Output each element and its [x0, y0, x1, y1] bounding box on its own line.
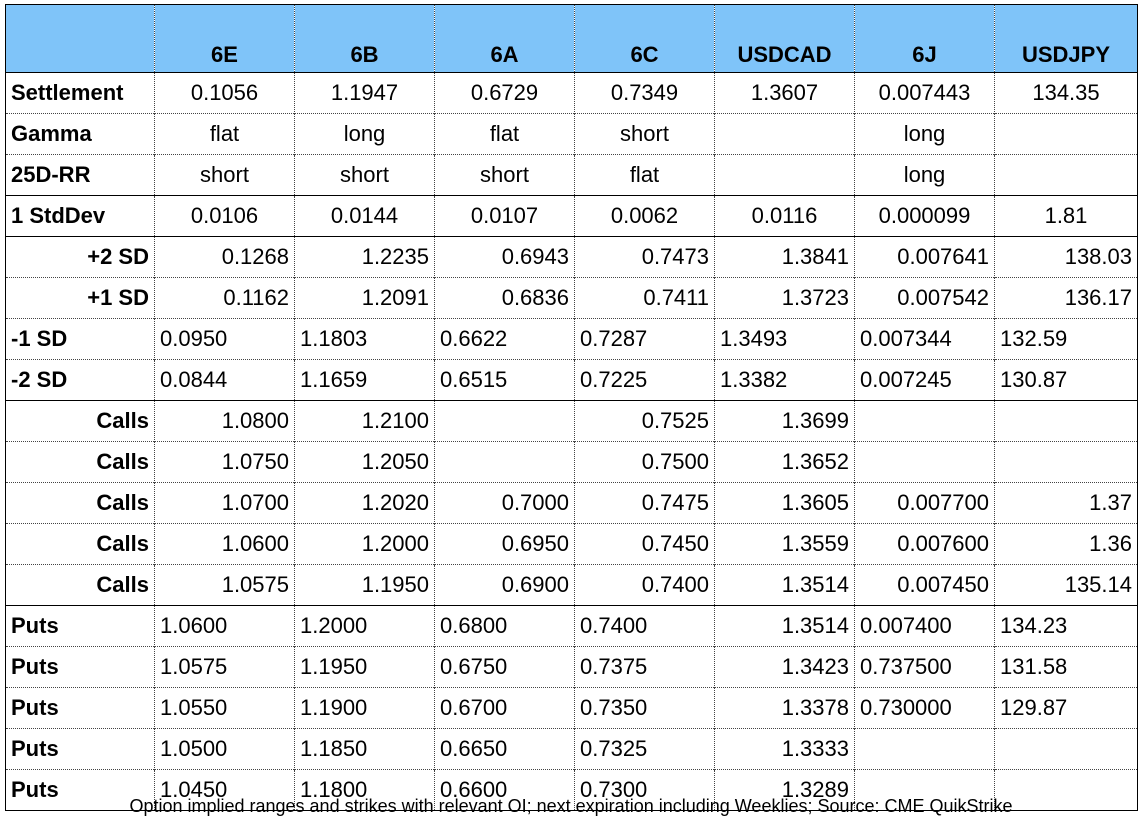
cell-usdjpy: 130.87 — [995, 360, 1138, 401]
cell-6b: short — [295, 155, 435, 196]
table-row — [6, 483, 1138, 524]
cell-6c: 0.7375 — [575, 647, 715, 688]
cell-6c: 0.7325 — [575, 729, 715, 770]
table-row — [6, 237, 1138, 278]
cell-6b: 1.1950 — [295, 565, 435, 606]
header-cell-usdjpy: USDJPY — [995, 5, 1138, 73]
header-cell-6j: 6J — [855, 5, 995, 73]
table-row — [6, 360, 1138, 401]
cell-usdjpy: 132.59 — [995, 319, 1138, 360]
cell-6c: 0.0062 — [575, 196, 715, 237]
table-row — [6, 114, 1138, 155]
cell-6j: 0.007400 — [855, 606, 995, 647]
row-label: Puts — [6, 770, 155, 811]
cell-6e: 0.0844 — [155, 360, 295, 401]
row-label: -2 SD — [6, 360, 155, 401]
row-label: Calls — [6, 442, 155, 483]
cell-6j: 0.737500 — [855, 647, 995, 688]
row-label: Puts — [6, 606, 155, 647]
row-label: Calls — [6, 524, 155, 565]
table-row — [6, 73, 1138, 114]
cell-6b: 1.1800 — [295, 770, 435, 811]
cell-6b: 0.0144 — [295, 196, 435, 237]
cell-6c: 0.7475 — [575, 483, 715, 524]
cell-usdcad: 1.3514 — [715, 565, 855, 606]
row-label: Puts — [6, 729, 155, 770]
cell-6b: 1.2091 — [295, 278, 435, 319]
cell-usdcad — [715, 114, 855, 155]
cell-6e: 0.0106 — [155, 196, 295, 237]
cell-6j: 0.007600 — [855, 524, 995, 565]
cell-6e: 1.0500 — [155, 729, 295, 770]
cell-6e: 1.0575 — [155, 565, 295, 606]
cell-6e: 1.0600 — [155, 524, 295, 565]
cell-6e: 0.1056 — [155, 73, 295, 114]
cell-6j: 0.007641 — [855, 237, 995, 278]
table-row — [6, 565, 1138, 606]
cell-6j: 0.730000 — [855, 688, 995, 729]
cell-6e: 1.0450 — [155, 770, 295, 811]
row-label: 1 StdDev — [6, 196, 155, 237]
cell-6a: 0.6650 — [435, 729, 575, 770]
cell-usdcad: 1.3333 — [715, 729, 855, 770]
cell-6j: 0.007443 — [855, 73, 995, 114]
cell-6c: flat — [575, 155, 715, 196]
cell-6j: 0.007700 — [855, 483, 995, 524]
row-label: Calls — [6, 565, 155, 606]
cell-usdjpy: 131.58 — [995, 647, 1138, 688]
table-row — [6, 442, 1138, 483]
cell-6a: flat — [435, 114, 575, 155]
cell-6c: 0.7500 — [575, 442, 715, 483]
cell-6a: 0.6943 — [435, 237, 575, 278]
table-row — [6, 606, 1138, 647]
cell-usdjpy: 134.35 — [995, 73, 1138, 114]
cell-6c: 0.7525 — [575, 401, 715, 442]
cell-usdcad: 1.3652 — [715, 442, 855, 483]
fx-options-table — [5, 4, 1138, 811]
cell-usdcad: 1.3723 — [715, 278, 855, 319]
cell-6b: 1.1803 — [295, 319, 435, 360]
cell-6e: 1.0800 — [155, 401, 295, 442]
cell-usdjpy: 134.23 — [995, 606, 1138, 647]
cell-6a: 0.6950 — [435, 524, 575, 565]
cell-6e: 0.0950 — [155, 319, 295, 360]
cell-usdjpy: 135.14 — [995, 565, 1138, 606]
cell-6j: long — [855, 114, 995, 155]
cell-6j: 0.007344 — [855, 319, 995, 360]
table-row — [6, 155, 1138, 196]
cell-6c: 0.7287 — [575, 319, 715, 360]
cell-6a: 0.0107 — [435, 196, 575, 237]
cell-usdjpy: 1.81 — [995, 196, 1138, 237]
cell-6a: short — [435, 155, 575, 196]
table-row — [6, 278, 1138, 319]
cell-6c: 0.7349 — [575, 73, 715, 114]
cell-6c: 0.7411 — [575, 278, 715, 319]
cell-6a — [435, 442, 575, 483]
cell-6c: 0.7473 — [575, 237, 715, 278]
cell-6b: 1.2050 — [295, 442, 435, 483]
row-label: Puts — [6, 647, 155, 688]
cell-usdcad: 1.3699 — [715, 401, 855, 442]
table-row — [6, 729, 1138, 770]
header-cell-6a: 6A — [435, 5, 575, 73]
cell-6b: long — [295, 114, 435, 155]
cell-usdcad: 0.0116 — [715, 196, 855, 237]
cell-6e: 1.0700 — [155, 483, 295, 524]
cell-6e: 1.0575 — [155, 647, 295, 688]
cell-usdcad: 1.3605 — [715, 483, 855, 524]
cell-usdjpy — [995, 155, 1138, 196]
cell-6e: 1.0550 — [155, 688, 295, 729]
cell-6c: 0.7450 — [575, 524, 715, 565]
cell-6a: 0.6700 — [435, 688, 575, 729]
cell-6b: 1.2235 — [295, 237, 435, 278]
cell-6c: 0.7400 — [575, 565, 715, 606]
row-label: +2 SD — [6, 237, 155, 278]
cell-usdcad: 1.3559 — [715, 524, 855, 565]
cell-6j: 0.000099 — [855, 196, 995, 237]
cell-6c: 0.7400 — [575, 606, 715, 647]
cell-6j: 0.007245 — [855, 360, 995, 401]
cell-6b: 1.1659 — [295, 360, 435, 401]
cell-usdjpy — [995, 114, 1138, 155]
cell-usdcad: 1.3382 — [715, 360, 855, 401]
cell-6j: long — [855, 155, 995, 196]
cell-6j — [855, 729, 995, 770]
cell-6c: 0.7350 — [575, 688, 715, 729]
row-label: Puts — [6, 688, 155, 729]
cell-6c: 0.7225 — [575, 360, 715, 401]
cell-6b: 1.2000 — [295, 606, 435, 647]
cell-6a: 0.6800 — [435, 606, 575, 647]
cell-6e: short — [155, 155, 295, 196]
row-label: Calls — [6, 401, 155, 442]
row-label: Calls — [6, 483, 155, 524]
table-caption: Option implied ranges and strikes with relevant OI; next expiration including Weeklies; Source: CME QuikStrike — [129, 796, 1013, 816]
cell-6b: 1.1850 — [295, 729, 435, 770]
cell-6e: 0.1162 — [155, 278, 295, 319]
header-cell-6b: 6B — [295, 5, 435, 73]
table-row — [6, 196, 1138, 237]
table-container — [5, 4, 1137, 811]
table-row — [6, 647, 1138, 688]
cell-6e: 1.0750 — [155, 442, 295, 483]
cell-6j — [855, 442, 995, 483]
cell-6a: 0.6729 — [435, 73, 575, 114]
cell-usdjpy: 1.36 — [995, 524, 1138, 565]
row-label: -1 SD — [6, 319, 155, 360]
cell-usdjpy: 138.03 — [995, 237, 1138, 278]
cell-6a: 0.6900 — [435, 565, 575, 606]
cell-usdjpy — [995, 729, 1138, 770]
header-cell-6e: 6E — [155, 5, 295, 73]
cell-6e: 1.0600 — [155, 606, 295, 647]
cell-usdcad: 1.3289 — [715, 770, 855, 811]
cell-usdcad — [715, 155, 855, 196]
row-label: Gamma — [6, 114, 155, 155]
cell-6b: 1.2020 — [295, 483, 435, 524]
cell-usdcad: 1.3378 — [715, 688, 855, 729]
table-row — [6, 524, 1138, 565]
cell-6b: 1.1900 — [295, 688, 435, 729]
cell-6a: 0.6622 — [435, 319, 575, 360]
cell-6c: short — [575, 114, 715, 155]
row-label: Settlement — [6, 73, 155, 114]
cell-6b: 1.2100 — [295, 401, 435, 442]
table-row — [6, 688, 1138, 729]
cell-6a: 0.6515 — [435, 360, 575, 401]
cell-usdjpy — [995, 401, 1138, 442]
header-cell-usdcad: USDCAD — [715, 5, 855, 73]
header-cell-corner — [6, 5, 155, 73]
cell-6e: 0.1268 — [155, 237, 295, 278]
cell-usdjpy: 136.17 — [995, 278, 1138, 319]
cell-6b: 1.1947 — [295, 73, 435, 114]
cell-6a: 0.6750 — [435, 647, 575, 688]
cell-usdjpy — [995, 442, 1138, 483]
cell-6j — [855, 401, 995, 442]
header-cell-6c: 6C — [575, 5, 715, 73]
cell-6a: 0.6836 — [435, 278, 575, 319]
header-row — [6, 5, 1138, 73]
cell-usdcad: 1.3423 — [715, 647, 855, 688]
cell-6e: flat — [155, 114, 295, 155]
table-row — [6, 401, 1138, 442]
cell-usdcad: 1.3493 — [715, 319, 855, 360]
cell-6a — [435, 401, 575, 442]
cell-usdcad: 1.3841 — [715, 237, 855, 278]
row-label: 25D-RR — [6, 155, 155, 196]
row-label: +1 SD — [6, 278, 155, 319]
cell-usdcad: 1.3514 — [715, 606, 855, 647]
cell-6j: 0.007542 — [855, 278, 995, 319]
cell-6j: 0.007450 — [855, 565, 995, 606]
cell-usdjpy: 129.87 — [995, 688, 1138, 729]
cell-6b: 1.2000 — [295, 524, 435, 565]
cell-usdjpy: 1.37 — [995, 483, 1138, 524]
cell-6c: 0.7300 — [575, 770, 715, 811]
cell-usdcad: 1.3607 — [715, 73, 855, 114]
cell-6a: 0.6600 — [435, 770, 575, 811]
cell-6b: 1.1950 — [295, 647, 435, 688]
cell-6a: 0.7000 — [435, 483, 575, 524]
table-row — [6, 319, 1138, 360]
